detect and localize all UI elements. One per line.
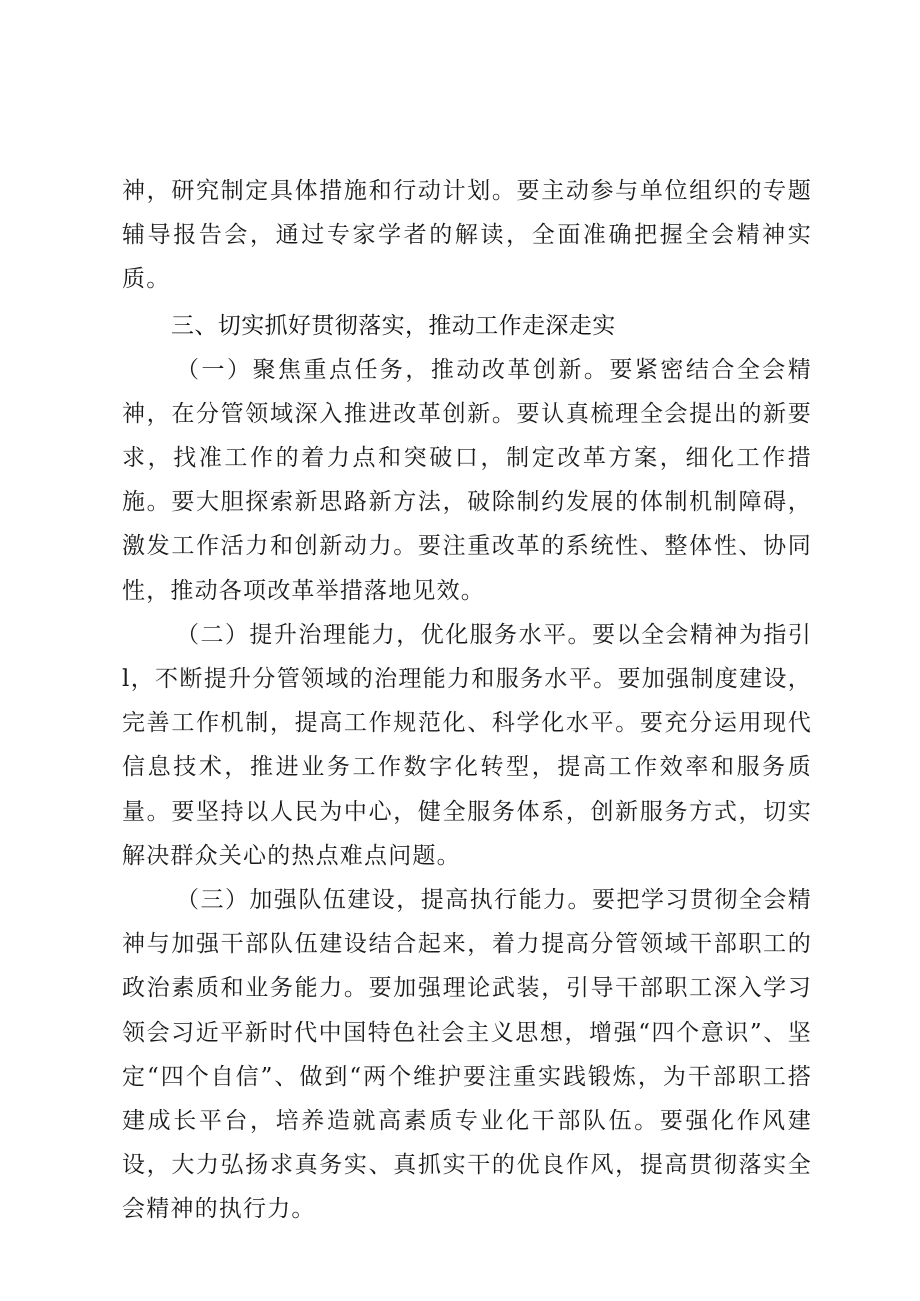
paragraph-1: （一）聚焦重点任务，推动改革创新。要紧密结合全会精神，在分管领域深入推进改革创新。要认真梳理全会提出的新要求，找准工作的着力点和突破口，制定改革方案，细化工作措施。要大胆探索新思路新方法，破除制约发展的体制机制障碍，激发工作活力和创新动力。要注重改革的系统性、整体性、协同性，推动各项改革举措落地见效。 <box>122 356 812 604</box>
paragraph-3: （三）加强队伍建设，提高执行能力。要把学习贯彻全会精神与加强干部队伍建设结合起来，着力提高分管领域干部职工的政治素质和业务能力。要加强理论武装，引导干部职工深入学习领会习近平新时代中国特色社会主义思想，增强“四个意识”、坚定“四个自信”、做到“两个维护要注重实践锻炼，为干部职工搭建成长平台，培养造就高素质专业化干部队伍。要强化作风建设，大力弘扬求真务实、真抓实干的优良作风，提高贯彻落实全会精神的执行力。 <box>122 887 812 1223</box>
document-body <box>122 169 812 1232</box>
paragraph-2: （二）提升治理能力，优化服务水平。要以全会精神为指引l，不断提升分管领域的治理能力和服务水平。要加强制度建设，完善工作机制，提高工作规范化、科学化水平。要充分运用现代信息技术，推进业务工作数字化转型，提高工作效率和服务质量。要坚持以人民为中心，健全服务体系，创新服务方式，切实解决群众关心的热点难点问题。 <box>122 621 812 869</box>
continued-paragraph: 神，研究制定具体措施和行动计划。要主动参与单位组织的专题辅导报告会，通过专家学者的解读，全面准确把握全会精神实质。 <box>122 178 812 293</box>
section-heading: 三、切实抓好贯彻落实，推动工作走深走实 <box>171 312 616 339</box>
